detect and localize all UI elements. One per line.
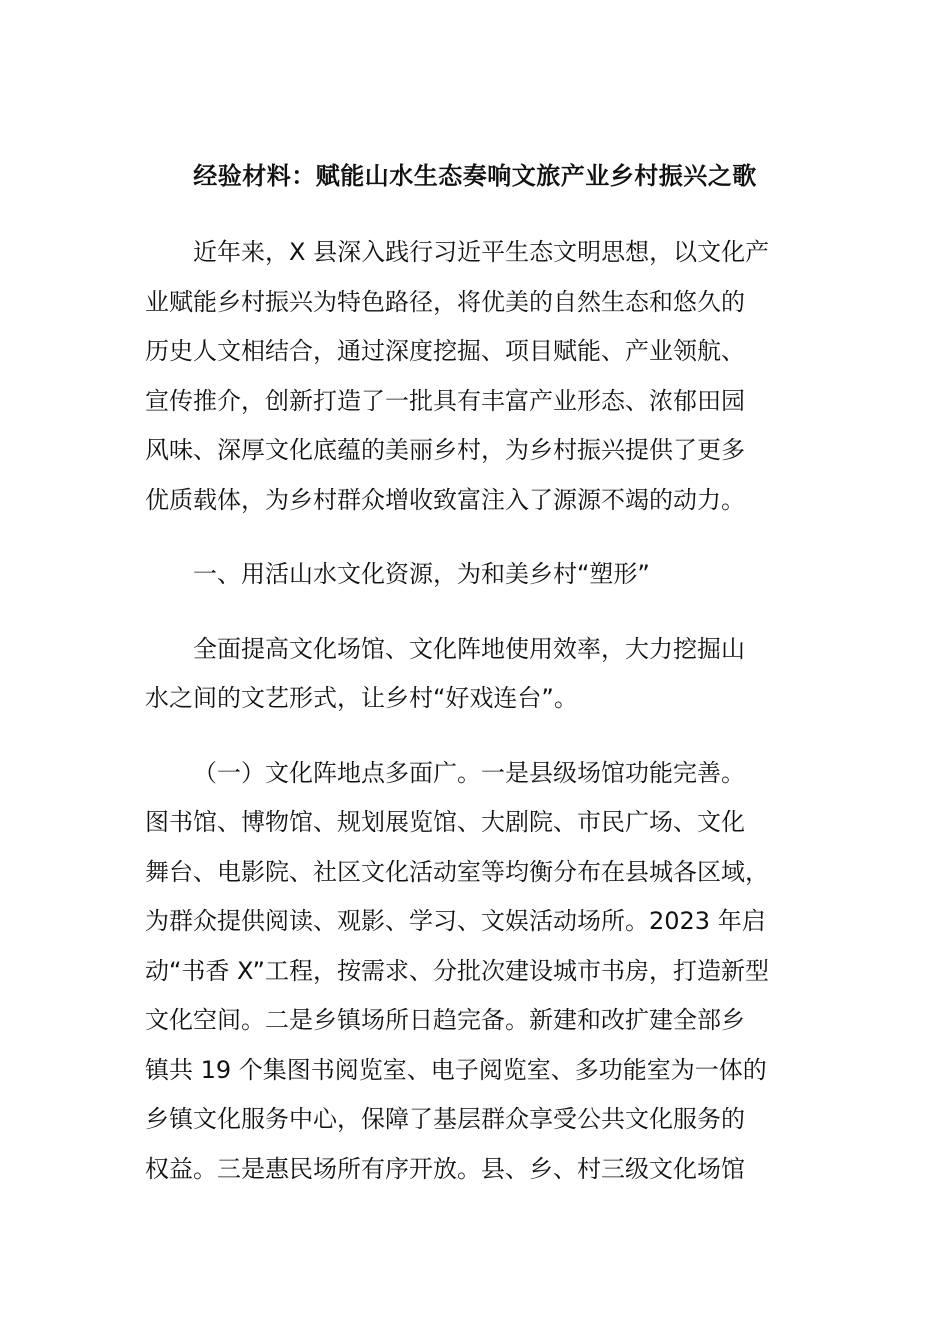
text-line: 为群众提供阅读、观影、学习、文娱活动场所。2023 年启 <box>145 907 766 935</box>
text-line: 一、用活山水文化资源，为和美乡村“塑形” <box>193 560 650 588</box>
text-line: 风味、深厚文化底蕴的美丽乡村，为乡村振兴提供了更多 <box>145 436 745 464</box>
text-line: 动“书香 X”工程，按需求、分批次建设城市书房，打造新型 <box>145 956 769 985</box>
text-line: 业赋能乡村振兴为特色路径，将优美的自然生态和悠久的 <box>145 287 745 316</box>
paragraph-subsection-1 <box>145 749 805 1195</box>
text-line: 宣传推介，创新打造了一批具有丰富产业形态、浓郁田园 <box>145 386 745 415</box>
document-title: 经验材料：赋能山水生态奏响文旅产业乡村振兴之歌 <box>193 162 757 190</box>
text-line: 水之间的文艺形式，让乡村“好戏连台”。 <box>145 684 578 712</box>
paragraph-section-intro <box>145 625 805 724</box>
text-line: 近年来，X 县深入践行习近平生态文明思想，以文化产 <box>193 238 770 266</box>
text-line: 镇共 19 个集图书阅览室、电子阅览室、多功能室为一体的 <box>145 1055 767 1084</box>
text-line: 权益。三是惠民场所有序开放。县、乡、村三级文化场馆 <box>145 1154 745 1183</box>
section-heading <box>145 550 805 600</box>
paragraph-intro <box>145 228 805 525</box>
text-line: 乡镇文化服务中心，保障了基层群众享受公共文化服务的 <box>145 1105 745 1133</box>
text-line: 文化空间。二是乡镇场所日趋完备。新建和改扩建全部乡 <box>145 1006 745 1034</box>
text-line: 全面提高文化场馆、文化阵地使用效率，大力挖掘山 <box>193 634 745 663</box>
text-line: （一）文化阵地点多面广。一是县级场馆功能完善。 <box>193 758 745 787</box>
text-line: 优质载体，为乡村群众增收致富注入了源源不竭的动力。 <box>145 485 745 514</box>
document-body <box>145 228 805 1194</box>
text-line: 历史人文相结合，通过深度挖掘、项目赋能、产业领航、 <box>145 337 745 365</box>
text-line: 舞台、电影院、社区文化活动室等均衡分布在县城各区域， <box>145 857 769 886</box>
text-line: 图书馆、博物馆、规划展览馆、大剧院、市民广场、文化 <box>145 808 745 836</box>
